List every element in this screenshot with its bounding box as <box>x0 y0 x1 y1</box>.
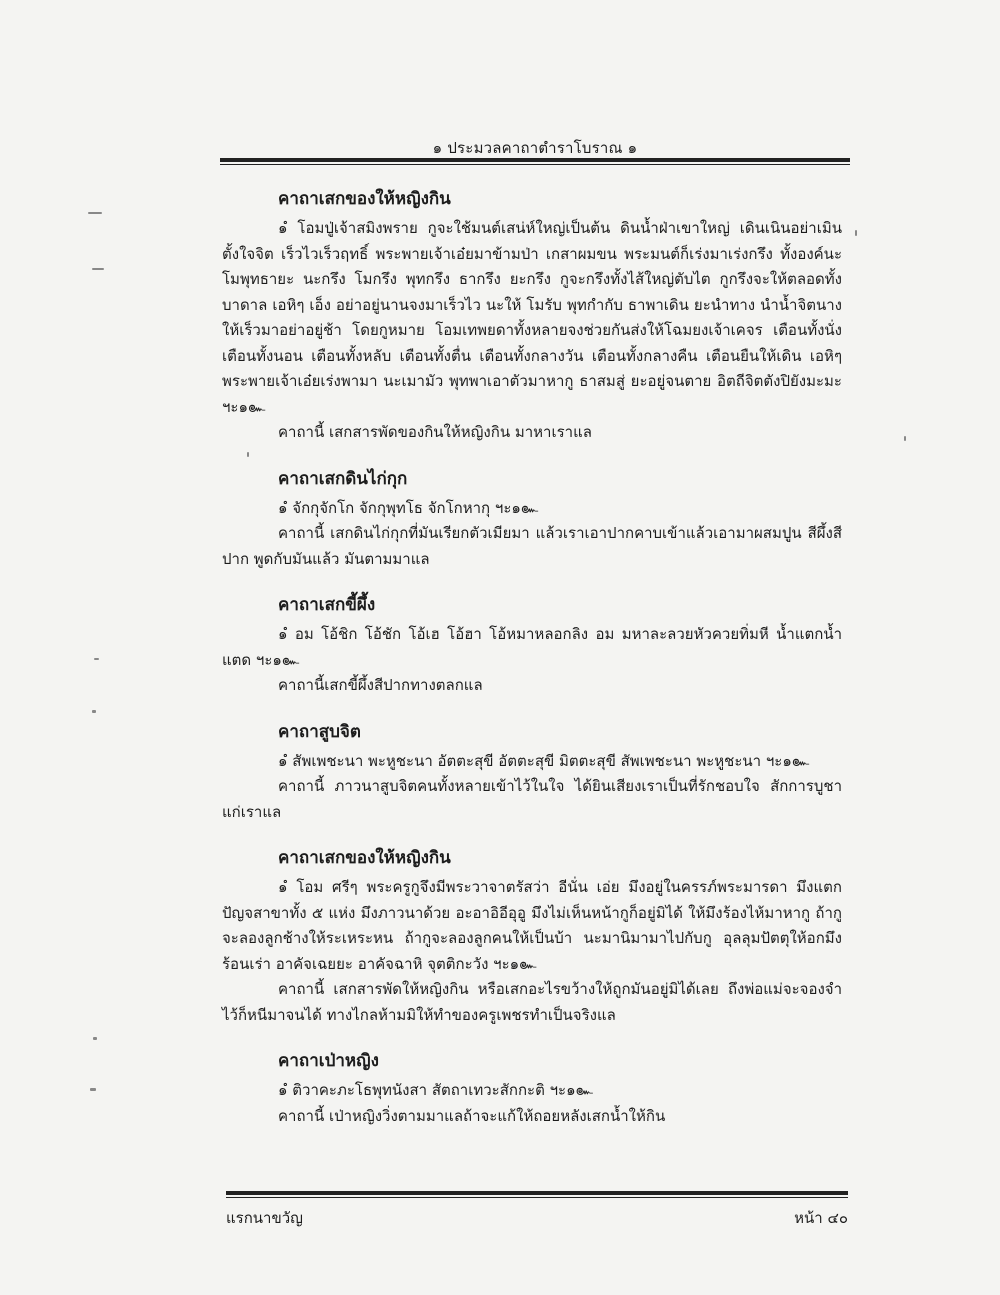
section-title: คาถาเสกดินไก่กุก <box>278 468 408 489</box>
running-header: ๑ ประมวลคาถาตำราโบราณ ๑ <box>432 139 638 157</box>
section-title: คาถาเป่าหญิง <box>278 1051 379 1071</box>
usage-note: คาถานี้ เป่าหญิงวิ่งตามมาแลถ้าจะแก้ให้ถอยหลังเสกน้ำให้กิน <box>278 1106 666 1125</box>
scan-speck <box>247 452 249 457</box>
scan-speck <box>855 230 857 236</box>
section-3 <box>222 590 842 699</box>
usage-note: คาถานี้ เสกสารพัดให้หญิงกิน หรือเสกอะไรขว้างให้ถูกมันอยู่มิได้เลย ถึงพ่อแม่จะจองจำไว้ก็หนีมาจนได้ ทางไกลห้ามมิให้ทำของครูเพชรทำเป็นจริงแล <box>222 980 842 1024</box>
incantation-text: ๑ํ โอม ศรีๆ พระครูกูจึงมีพระวาจาตรัสว่า อีนั่น เอ่ย มึงอยู่ในครรภ์พระมารดา มึงแตกปัญจสาขาทั้ง ๕ แห่ง มึงภาวนาด้วย อะอาอิอีอุอู มึงไม่เห็นหน้ากูก็อยู่มิได้ ให้มึงร้องไห้มาหากู ถ้ากูจะลองลูกช้างให้ระเหระหน ถ้ากูจะลองลูกคนให้เป็นบ้า นะมานิมามาไปกับกู อุลลุมปัตตุให้อกมึงร้อนเร่า อาคัจเฉยยะ อาคัจฉาหิ จุตติกะวัง ฯะ๑๛ <box>222 878 842 973</box>
page-number: หน้า ๔๐ <box>794 1209 848 1227</box>
section-title: คาถาสูบจิต <box>278 721 361 742</box>
scan-speck <box>88 212 102 214</box>
usage-note: คาถานี้ เสกสารพัดของกินให้หญิงกิน มาหาเราแล <box>278 423 592 441</box>
scan-speck <box>92 268 104 270</box>
scan-speck <box>92 710 96 713</box>
footer-rule-thin <box>226 1197 848 1198</box>
usage-note: คาถานี้ ภาวนาสูบจิตคนทั้งหลายเข้าไว้ในใจ ได้ยินเสียงเราเป็นที่รักชอบใจ สักการบูชาแก่เราแล <box>222 777 842 821</box>
incantation-text: ๑ํ อม โอ้ชิก โอ้ชัก โอ้เฮ โอ้ฮา โอ้หมาหลอกลิง อม มหาละลวยหัวควยทิ่มหี น้ำแตกน้ำแตด ฯะ๑๛ <box>222 625 842 669</box>
section-2 <box>222 464 842 573</box>
incantation-text: ๑ํ โอมปู่เจ้าสมิงพราย กูจะใช้มนต์เสน่ห์ใหญ่เป็นต้น ดินน้ำฝ่าเขาใหญ่ เดินเนินอย่าเมินตั้งใจจิต เร็วไวเร็วฤทธิ์ พระพายเจ้าเอ๋ยมาข้ามป่า เกสาผมขน พระมนต์ก็เร่งมาเร่งกรึง ทั้งองค์นะโมพุทธายะ นะกรึง โมกรึง พุทกรึง ธากรึง ยะกรึง กูจะกรึงทั้งไส้ใหญ่ตับไต กูกรึงจะให้ตลอดทั้งบาดาล เอหิๆ เอ็ง อย่าอยู่นานจงมาเร็วไว นะให้ โมรับ พุทกำกับ ธาพาเดิน ยะนำทาง นำน้ำจิตนางให้เร็วมาอย่าอยู่ช้า โดยกูหมาย โอมเทพยดาทั้งหลายจงช่วยกันส่งให้โฉมยงเจ้าเคจร เตือนทั้งนั่ง เตือนทั้งนอน เตือนทั้งหลับ เตือนทั้งตื่น เตือนทั้งกลางวัน เตือนทั้งกลางคืน เตือนยืนให้เดิน เอหิๆ พระพายเจ้าเอ๋ยเร่งพามา นะเมามัว พุทพาเอาตัวมาหากู ธาสมสู่ ยะอยู่จนตาย อิตถีจิตตังปิยังมะมะ ฯะ๑๛ <box>222 219 842 416</box>
section-5 <box>222 843 842 1028</box>
incantation-text: ๑ํ สัพเพชะนา พะหูชะนา อัตตะสุขี อัตตะสุขี มิตตะสุขี สัพเพชะนา พะหูชะนา ฯะ๑๛ <box>278 751 810 770</box>
usage-note: คาถานี้ เสกดินไก่กุกที่มันเรียกตัวเมียมา แล้วเราเอาปากคาบเข้าแล้วเอามาผสมปูน สีผึ้งสีปาก พูดกับมันแล้ว มันตามมาแล <box>222 524 842 568</box>
section-title: คาถาเสกขี้ผึ้ง <box>278 595 376 615</box>
usage-note: คาถานี้เสกขี้ผึ้งสีปากทางตลกแล <box>278 676 483 694</box>
footer-rule-thick <box>226 1191 848 1195</box>
section-4 <box>222 717 842 826</box>
page-content <box>222 184 842 1129</box>
scan-speck <box>94 658 99 660</box>
scan-speck <box>904 436 906 441</box>
section-title: คาถาเสกของให้หญิงกิน <box>278 848 451 868</box>
incantation-text: ๑ํ จักกุจักโก จักกุพุทโธ จักโกหากุ ฯะ๑๛ <box>278 498 539 517</box>
header-rule-thick <box>220 158 850 162</box>
header-rule-thin <box>220 164 850 165</box>
footer-book-title: แรกนาขวัญ <box>226 1209 303 1227</box>
incantation-text: ๑ํ ติวาคะภะโธพุทนังสา สัตถาเทวะสักกะติ ฯะ๑๛ <box>278 1081 593 1099</box>
scan-speck <box>93 1037 97 1040</box>
section-1 <box>222 184 842 446</box>
section-title: คาถาเสกของให้หญิงกิน <box>278 189 451 209</box>
scan-speck <box>90 1088 96 1091</box>
section-6 <box>222 1046 842 1129</box>
